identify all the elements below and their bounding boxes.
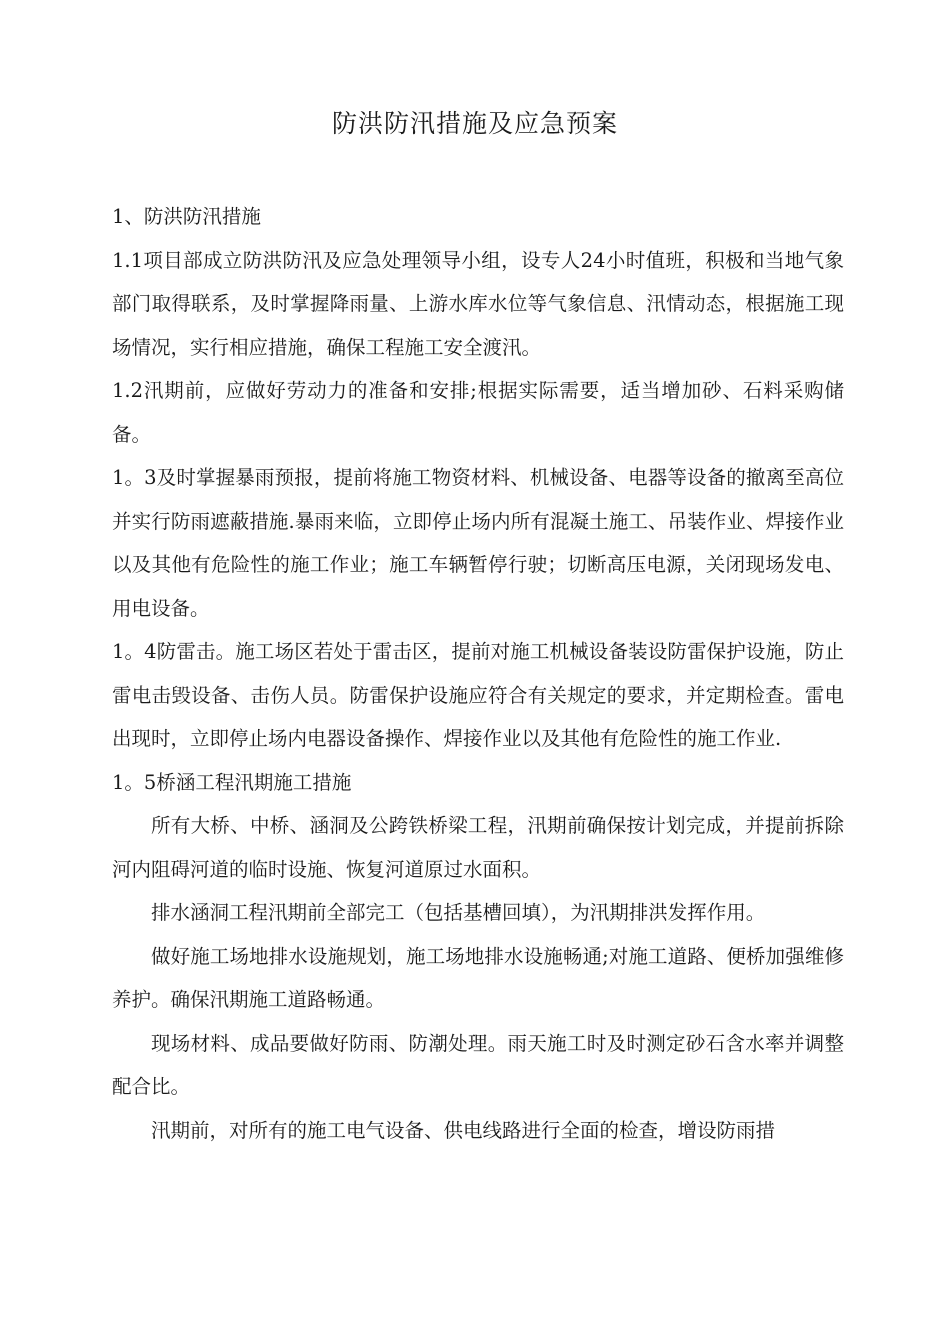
section-heading: 1、防洪防汛措施	[112, 205, 261, 228]
paragraph-1-5-heading: 1。5桥涵工程汛期施工措施	[112, 770, 352, 794]
paragraph-1-3: 1。3及时掌握暴雨预报，提前将施工物资材料、机械设备、电器等设备的撤离至高位并实行防雨遮蔽措施.暴雨来临，立即停止场内所有混凝土施工、吊装作业、焊接作业以及其他有危险性的施工作业；施工车辆暂停行驶；切断高压电源，关闭现场发电、用电设备。	[112, 466, 844, 620]
document-body	[112, 195, 844, 1152]
paragraph-1-2: 1.2汛期前，应做好劳动力的准备和安排;根据实际需要，适当增加砂、石料采购储备。	[112, 379, 844, 446]
bridge-measure-1: 所有大桥、中桥、涵洞及公跨铁桥梁工程，汛期前确保按计划完成，并提前拆除河内阻碍河道的临时设施、恢复河道原过水面积。	[112, 814, 844, 881]
bridge-measure-3: 做好施工场地排水设施规划，施工场地排水设施畅通;对施工道路、便桥加强维修养护。确保汛期施工道路畅通。	[112, 944, 844, 1011]
bridge-measure-2: 排水涵洞工程汛期前全部完工（包括基槽回填），为汛期排洪发挥作用。	[151, 901, 766, 924]
paragraph-1-1: 1.1项目部成立防洪防汛及应急处理领导小组，设专人24小时值班，积极和当地气象部门取得联系，及时掌握降雨量、上游水库水位等气象信息、汛情动态，根据施工现场情况，实行相应措施，确保工程施工安全渡汛。	[112, 248, 844, 359]
paragraph-1-4: 1。4防雷击。施工场区若处于雷击区，提前对施工机械设备装设防雷保护设施，防止雷电击毁设备、击伤人员。防雷保护设施应符合有关规定的要求，并定期检查。雷电出现时，立即停止场内电器设备操作、焊接作业以及其他有危险性的施工作业.	[112, 640, 844, 750]
bridge-measure-5: 汛期前，对所有的施工电气设备、供电线路进行全面的检查，增设防雨措	[151, 1118, 776, 1142]
bridge-measure-4: 现场材料、成品要做好防雨、防潮处理。雨天施工时及时测定砂石含水率并调整配合比。	[112, 1031, 844, 1098]
document-title: 防洪防汛措施及应急预案	[331, 109, 618, 138]
